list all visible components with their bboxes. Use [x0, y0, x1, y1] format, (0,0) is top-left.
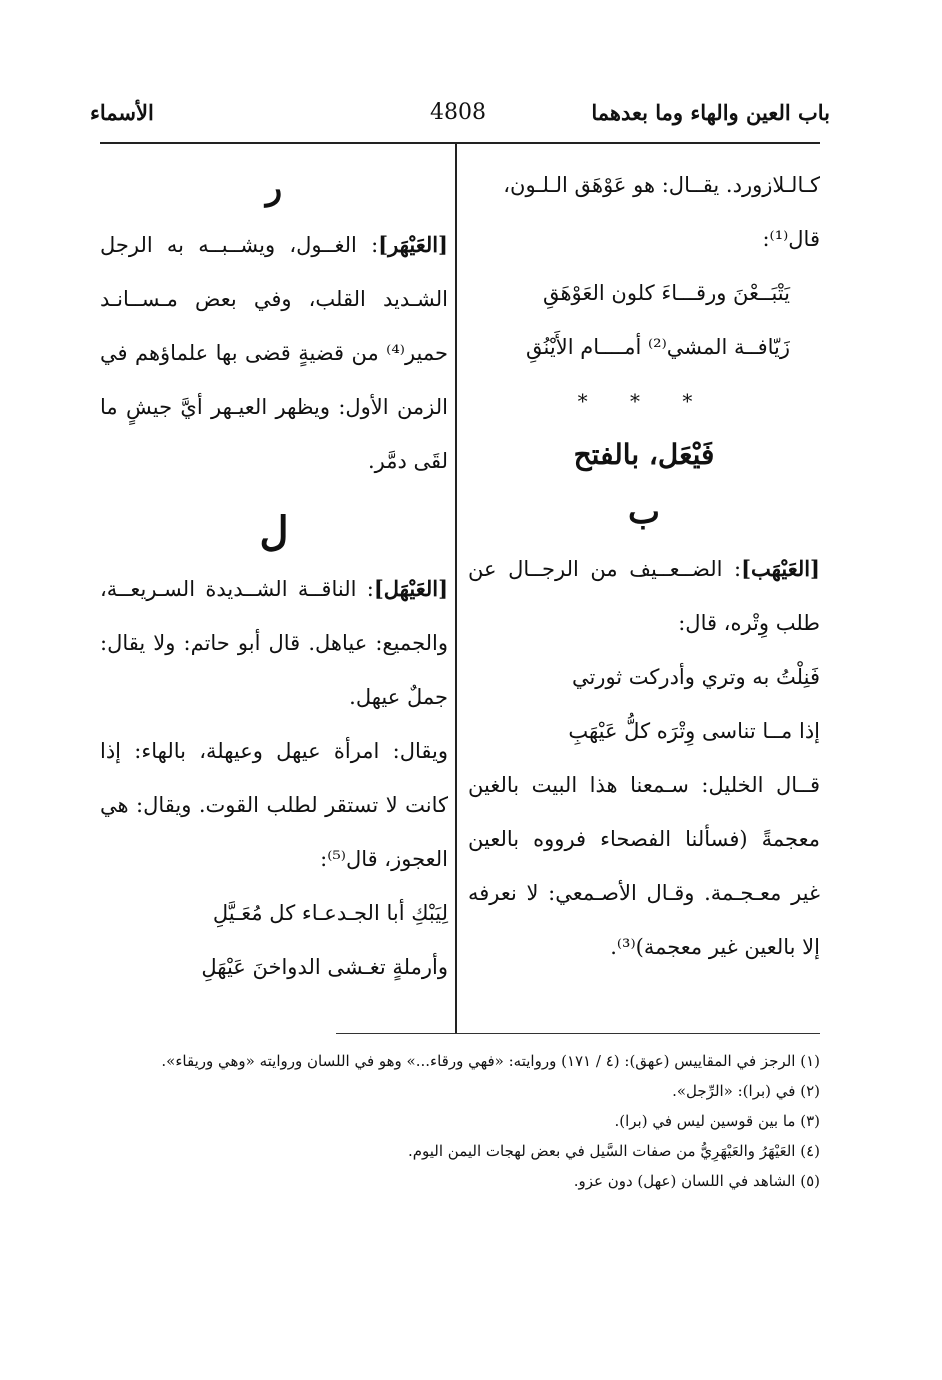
verse-line: لِيَبْكِ أبا الجـدعـاء كل مُعَـيَّلِ	[212, 901, 448, 925]
verse-line: فَنِلْتُ به وتري وأدركت ثورتي	[571, 665, 820, 689]
letter-heading-r: ر	[265, 168, 283, 208]
section-title: الأسماء	[90, 100, 154, 125]
column-divider	[455, 144, 457, 1034]
subheading: فَيْعَل، بالفتح	[573, 438, 715, 471]
page-number: 4808	[430, 100, 486, 125]
section-separator: * * *	[577, 389, 711, 413]
entry-lemma: [العَيْهَب]	[741, 556, 820, 581]
letter-heading-l: ل	[259, 508, 289, 555]
footnote-rule	[336, 1033, 820, 1034]
quote-intro: قال⁽¹⁾:	[762, 227, 820, 251]
paragraph: ويقال: امرأة عيهل وعيهلة، بالهاء: إذا كانت لا تستقر لطلب القوت. ويقال: هي العجوز، قال⁽⁵⁾:	[100, 739, 448, 871]
chapter-title: باب العين والهاء وما بعدهما	[591, 100, 830, 125]
dictionary-entry	[468, 542, 820, 650]
verse-line: يَتْبَــعْنَ ورقـــاءَ كلون العَوْهَقِ	[542, 281, 790, 305]
footnote: (٥) الشاهد في اللسان (عهل) دون عزو.	[573, 1172, 820, 1190]
entry-lemma: [العَيْهَل]	[373, 576, 448, 601]
entry-definition: : الضــعــيف من الرجــال عن طلب وِتْره، قال:	[468, 557, 820, 635]
dictionary-entry	[100, 562, 448, 724]
footnotes	[140, 1046, 820, 1196]
footnote: (٢) في (برا): «الرِّجل».	[672, 1082, 820, 1100]
footnote: (٣) ما بين قوسين ليس في (برا).	[614, 1112, 820, 1130]
verse-line: إذا مــا تناسى وِتْرَه كلُّ عَيْهَبِ	[568, 719, 820, 743]
verse-line: زَيّافــة المشي⁽²⁾ أمــــام الأَيْنُقِ	[526, 335, 790, 359]
header-rule	[100, 142, 820, 144]
paragraph: قــال الخليل: سـمعنا هذا البيت بالغين معجمةً (فسألنا الفصحاء فرووه بالعين غير معـجـمة. وقـال الأصـمعي: لا نعرفه إلا بالعين غير معجمة)⁽³⁾.	[468, 773, 820, 959]
right-column	[468, 158, 820, 974]
dictionary-entry	[100, 218, 448, 488]
entry-lemma: [العَيْهَر]	[378, 232, 448, 257]
entry-definition: : الناقــة الشــديدة السـريعــة، والجميع: عياهل. قال أبو حاتم: ولا يقال: جملٌ عيهل.	[100, 577, 448, 709]
letter-heading-b: ب	[627, 492, 660, 532]
entry-definition: : الغــول، ويشــبــه به الرجل الشـديد القلب، وفي بعض مـســانـد حمير⁽⁴⁾ من قضيةٍ قضى بها علماؤهم في الزمن الأول: ويظهر العيـهر أيَّ جيشٍ ما لقَى دمَّر.	[100, 233, 448, 473]
footnote: (١) الرجز في المقاييس (عهق): (٤ / ١٧١) وروايته: «فهي ورقاء...» وهو في اللسان وروايته «وهي وريقاء».	[161, 1052, 820, 1070]
continued-text: كـالـلازورد. يقــال: هو عَوْهَق الـلـون،	[503, 173, 820, 197]
left-column	[100, 158, 448, 994]
page-header	[90, 100, 830, 140]
footnote: (٤) العَيْهَرُ والعَيْهَرِيُّ من صفات السَّيل في بعض لهجات اليمن اليوم.	[407, 1142, 820, 1160]
verse-line: وأرملةٍ تغـشى الدواخنَ عَيْهَلِ	[201, 955, 448, 979]
